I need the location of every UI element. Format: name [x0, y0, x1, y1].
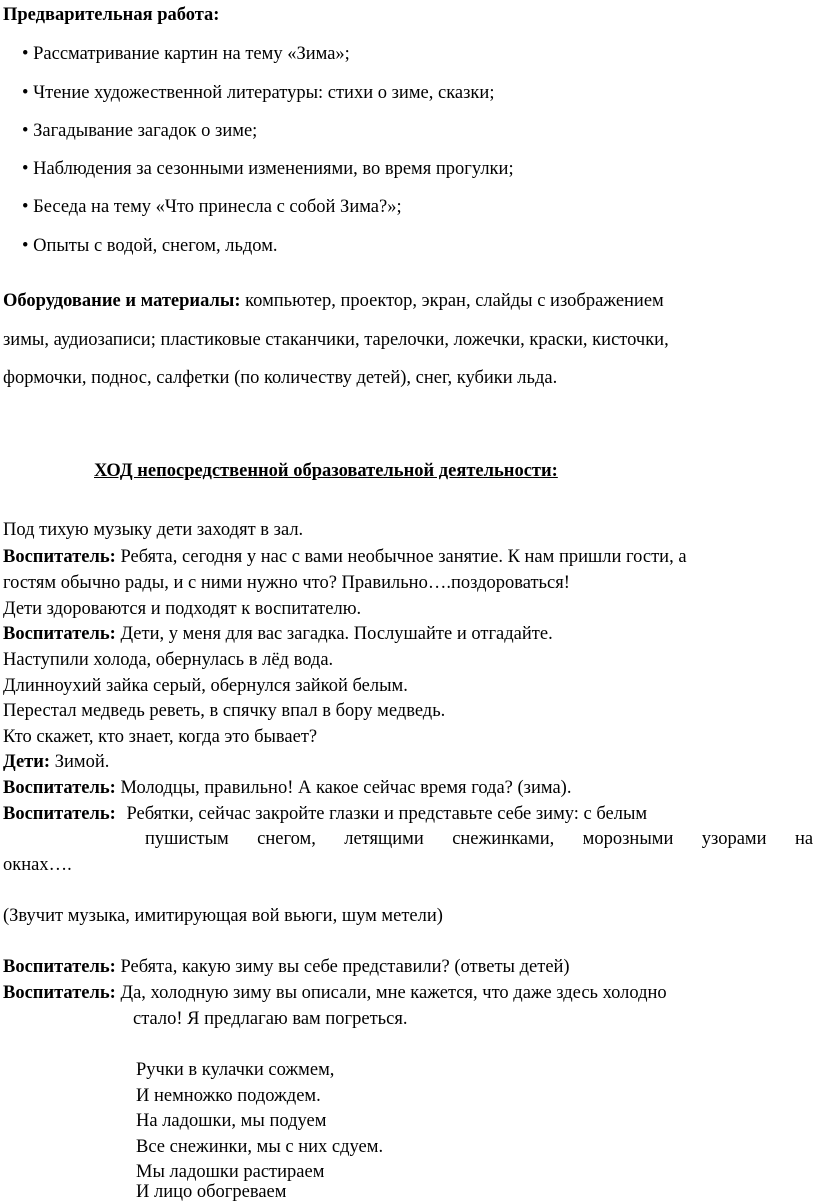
teacher-line — [3, 548, 687, 567]
teacher-speech: Ребята, какую зиму вы себе представили? (ответы детей) — [120, 957, 570, 977]
equipment-line: зимы, аудиозаписи; пластиковые стаканчики, тарелочки, ложечки, краски, кисточки, — [3, 330, 669, 350]
bullet: • — [22, 121, 29, 141]
stage-direction: (Звучит музыка, имитирующая вой вьюги, шум метели) — [3, 906, 443, 926]
list-item-text: Рассматривание картин на тему «Зима»; — [33, 44, 350, 64]
list-item — [22, 160, 514, 179]
equipment-line: формочки, поднос, салфетки (по количеству детей), снег, кубики льда. — [3, 368, 558, 388]
poem-line: На ладошки, мы подуем — [136, 1111, 327, 1131]
speaker-teacher: Воспитатель: — [3, 624, 116, 644]
riddle-line: Кто скажет, кто знает, когда это бывает? — [3, 727, 318, 747]
bullet: • — [22, 159, 29, 179]
speaker-children: Дети: — [3, 752, 51, 772]
poem-line: Все снежинки, мы с них сдуем. — [136, 1137, 384, 1157]
poem-line: И немножко подождем. — [136, 1086, 321, 1106]
teacher-line — [3, 625, 553, 644]
teacher-speech: Ребята, сегодня у нас с вами необычное занятие. К нам пришли гости, а — [120, 547, 687, 567]
equipment-line — [3, 292, 664, 311]
word: летящими — [344, 829, 424, 849]
word: морозными — [582, 829, 674, 849]
prelim-title: Предварительная работа: — [3, 5, 220, 25]
speaker-teacher: Воспитатель: — [3, 983, 116, 1003]
equipment-label: Оборудование и материалы: — [3, 291, 241, 311]
justified-line — [145, 830, 813, 849]
teacher-line — [3, 805, 647, 824]
poem-line: Ручки в кулачки сожмем, — [136, 1060, 335, 1080]
poem-line: И лицо обогреваем — [136, 1182, 287, 1202]
word: снегом, — [257, 829, 316, 849]
word: пушистым — [145, 829, 229, 849]
bullet: • — [22, 44, 29, 64]
teacher-speech: Да, холодную зиму вы описали, мне кажется, что даже здесь холодно — [120, 983, 667, 1003]
word: узорами — [701, 829, 767, 849]
paragraph-line: Под тихую музыку дети заходят в зал. — [3, 520, 304, 540]
list-item-text: Наблюдения за сезонными изменениями, во время прогулки; — [33, 159, 514, 179]
paragraph-line: окнах…. — [3, 855, 72, 875]
teacher-line — [3, 958, 570, 977]
teacher-speech: Молодцы, правильно! А какое сейчас время года? (зима). — [120, 778, 572, 798]
bullet: • — [22, 236, 29, 256]
teacher-speech: Ребятки, сейчас закройте глазки и представьте себе зиму: с белым — [126, 804, 648, 824]
word: на — [794, 829, 814, 849]
list-item-text: Загадывание загадок о зиме; — [33, 121, 258, 141]
list-item-text: Беседа на тему «Что принесла с собой Зима?»; — [33, 197, 402, 217]
paragraph-line: гостям обычно рады, и с ними нужно что? Правильно….поздороваться! — [3, 573, 570, 593]
poem-line: Мы ладошки растираем — [136, 1162, 325, 1182]
riddle-line: Длинноухий зайка серый, обернулся зайкой белым. — [3, 676, 408, 696]
paragraph-line: стало! Я предлагаю вам погреться. — [133, 1009, 408, 1029]
children-speech: Зимой. — [54, 752, 110, 772]
list-item — [22, 84, 494, 103]
list-item — [22, 45, 350, 64]
course-heading: ХОД непосредственной образовательной деятельности: — [94, 461, 558, 481]
speaker-teacher: Воспитатель: — [3, 957, 116, 977]
list-item — [22, 237, 278, 256]
riddle-line: Перестал медведь реветь, в спячку впал в бору медведь. — [3, 701, 446, 721]
list-item-text: Чтение художественной литературы: стихи о зиме, сказки; — [33, 83, 495, 103]
list-item-text: Опыты с водой, снегом, льдом. — [33, 236, 278, 256]
bullet: • — [22, 197, 29, 217]
paragraph-line: Дети здороваются и подходят к воспитателю. — [3, 599, 362, 619]
word: снежинками, — [452, 829, 555, 849]
list-item — [22, 122, 257, 141]
speaker-teacher: Воспитатель: — [3, 804, 116, 824]
list-item — [22, 198, 402, 217]
riddle-line: Наступили холода, обернулась в лёд вода. — [3, 650, 334, 670]
teacher-line — [3, 984, 667, 1003]
speaker-teacher: Воспитатель: — [3, 778, 116, 798]
teacher-line — [3, 779, 571, 798]
bullet: • — [22, 83, 29, 103]
speaker-teacher: Воспитатель: — [3, 547, 116, 567]
equipment-text: компьютер, проектор, экран, слайды с изображением — [245, 291, 664, 311]
teacher-speech: Дети, у меня для вас загадка. Послушайте и отгадайте. — [120, 624, 553, 644]
children-line — [3, 753, 109, 772]
